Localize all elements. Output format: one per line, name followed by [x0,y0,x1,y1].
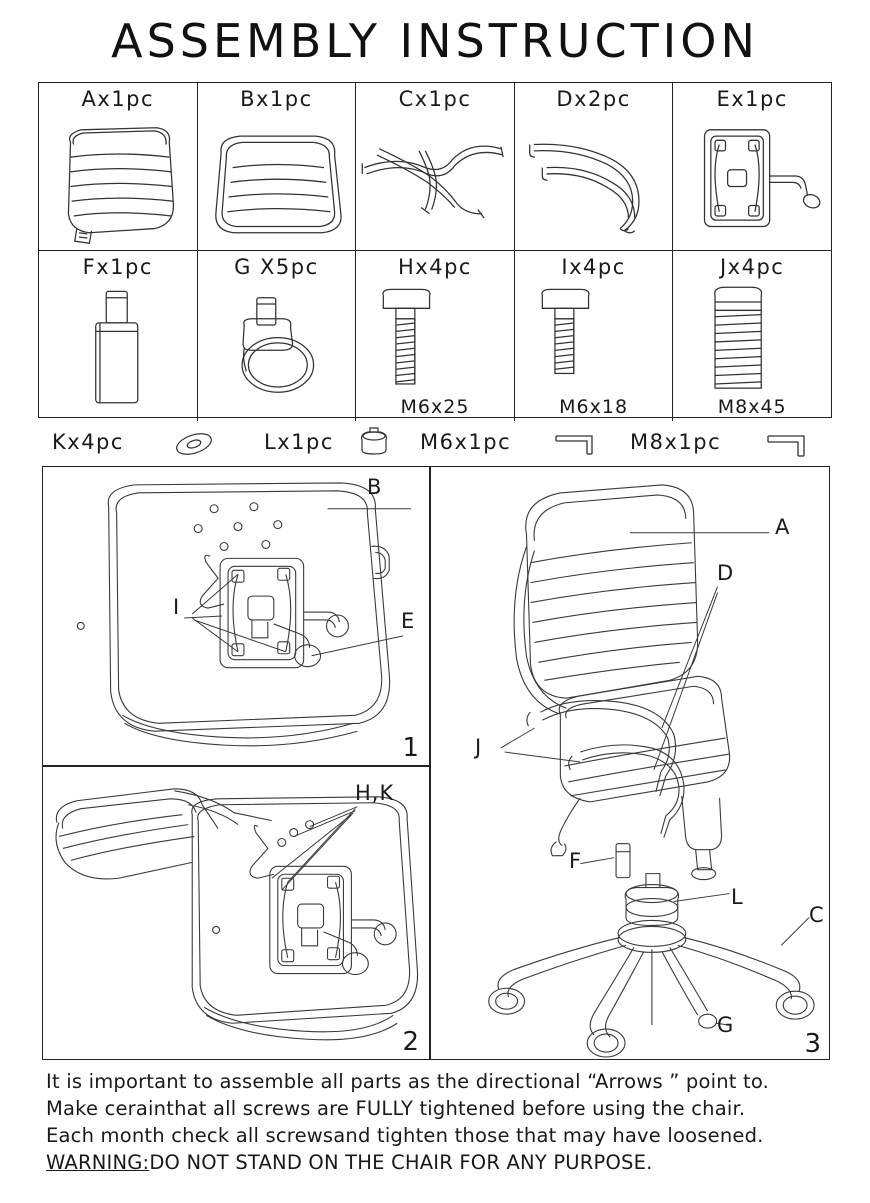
step-3-callout-g: G [717,1013,735,1037]
part-label: Hx4pc [398,254,472,279]
step-2-illustration [43,767,429,1059]
part-cell-b [198,83,357,250]
step-2-callout-hk: H,K [355,781,395,805]
parts-table [38,82,832,418]
part-cell-a [39,83,198,250]
allen-key-m6-icon [552,430,600,460]
part-cell-g [198,251,357,422]
note-line-3: Each month check all screwsand tighten those that may have loosened. [46,1124,764,1147]
step-1-callout-e: E [401,609,416,633]
allen-key-m8-icon [764,430,812,460]
step-panel-1 [42,466,430,766]
warning-label: WARNING: [46,1151,150,1174]
page-title: ASSEMBLY INSTRUCTION [111,14,759,68]
small-parts-strip [52,424,858,468]
bolt-short-icon [356,281,514,397]
step-3-callout-f: F [569,849,583,873]
part-spec: M6x25 [400,396,470,419]
part-label: Dx2pc [556,87,631,111]
assembly-steps [42,466,830,1060]
seat-mechanism-plate-icon [673,113,831,250]
step-3-illustration [431,467,829,1059]
part-cell-i [515,251,674,422]
step-1-callout-i: I [173,595,181,619]
parts-row [39,83,831,251]
step-number: 1 [402,733,419,763]
warning-text: DO NOT STAND ON THE CHAIR FOR ANY PURPOSE. [149,1151,653,1174]
step-panel-2 [42,766,430,1060]
caster-wheel-icon [198,281,356,422]
small-part-label-l: Lx1pc [264,430,334,454]
step-3-callout-j: J [475,735,483,759]
five-star-base-icon [356,113,514,250]
gas-lift-cylinder-icon [39,281,197,422]
part-label: Bx1pc [240,87,313,111]
footer-notes [46,1068,846,1176]
part-cell-c [356,83,515,250]
part-label: G X5pc [234,254,319,279]
step-1-callout-b: B [367,475,383,499]
note-line-2: Make cerainthat all screws are FULLY tightened before using the chair. [46,1097,746,1120]
cylinder-cover-icon [354,424,394,462]
part-spec: M8x45 [717,396,787,419]
warning-line [46,1149,846,1176]
step-number: 2 [402,1027,419,1057]
bolt-large-icon [673,281,831,397]
chair-seat-cushion-icon [198,113,356,250]
note-line-1: It is important to assemble all parts as the directional “Arrows ” point to. [46,1070,770,1093]
small-part-label-k: Kx4pc [52,430,124,454]
step-1-illustration [43,467,429,765]
part-label: Ax1pc [81,87,155,111]
flat-washer-icon [172,428,216,460]
part-cell-h [356,251,515,422]
step-number: 3 [804,1029,821,1059]
chair-backrest-cushion-icon [39,113,197,250]
step-3-callout-l: L [731,885,744,909]
part-label: Fx1pc [82,254,153,279]
bolt-shorter-icon [515,281,673,397]
step-3-callout-d: D [717,561,735,585]
part-cell-e [673,83,831,250]
part-label: Cx1pc [398,87,472,111]
small-part-label-m8: M8x1pc [630,430,722,454]
step-3-callout-a: A [775,515,791,539]
parts-row [39,251,831,422]
armrest-pair-icon [515,113,673,250]
step-3-callout-c: C [809,903,825,927]
part-label: Jx4pc [719,254,785,279]
part-cell-j [673,251,831,422]
step-panel-3 [430,466,830,1060]
small-part-label-m6: M6x1pc [420,430,512,454]
part-cell-d [515,83,674,250]
part-label: Ex1pc [716,87,788,111]
part-spec: M6x18 [559,396,629,419]
part-cell-f [39,251,198,422]
part-label: Ix4pc [561,254,626,279]
